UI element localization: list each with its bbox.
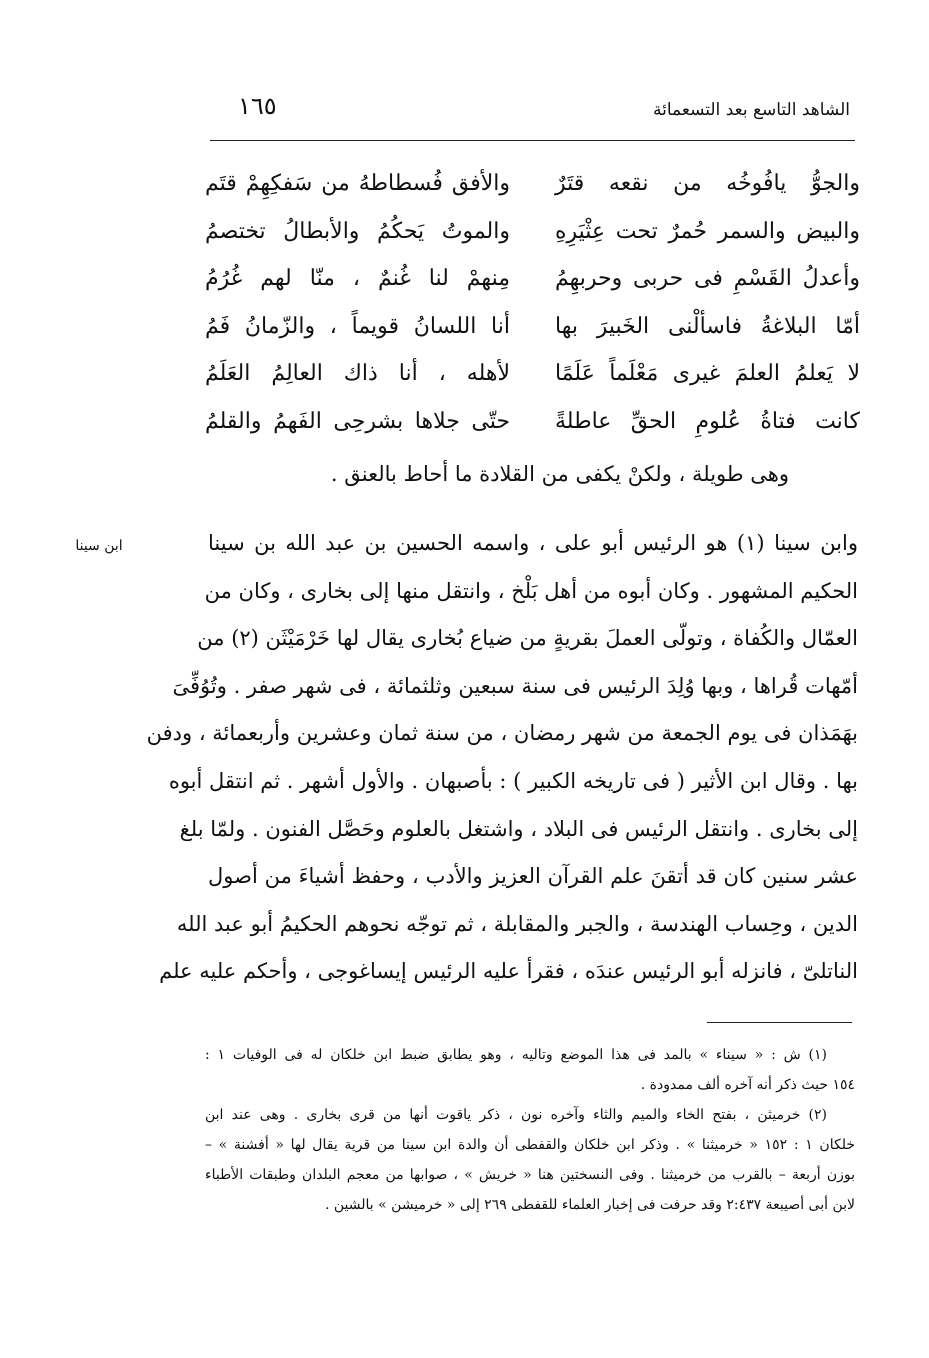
text-line: بها . وقال ابن الأثير ( فى تاريخه الكبير ) : بأصبهان . والأول أشهر . ثم انتقل أبوه: [168, 768, 858, 793]
footnote-line: بوزن أربعة – بالقرب من خرميثنا . وفى النسختين هنا « خريش » ، صوابها من معجم البلدان وطبقات الأطباء: [205, 1167, 855, 1183]
text-line: وابن سينا (١) هو الرئيس أبو على ، واسمه الحسين بن عبد الله بن سينا: [208, 531, 858, 555]
poem: [205, 160, 860, 445]
hemistich-left: والموتُ يَحكُمُ والأبطالُ تختصمُ: [205, 218, 510, 244]
footnotes: [205, 1040, 855, 1220]
poem-verse: [205, 208, 860, 256]
poem-verse: [205, 303, 860, 351]
footnote-line: لابن أبى أصيبعة ٢:٤٣٧ وقد حرفت فى إخبار العلماء للقفطى ٢٦٩ إلى « خرميشن » بالشين .: [325, 1197, 855, 1213]
hemistich-right: أمّا البلاغةُ فاسألْنى الخَبيرَ بها: [555, 313, 860, 339]
margin-note: ابن سينا: [75, 538, 123, 554]
text-line: الدين ، وحِساب الهندسة ، والجبر والمقابلة ، ثم توجّه نحوهم الحكيمُ أبو عبد الله: [176, 911, 858, 936]
hemistich-right: كانت فتاةُ عُلومِ الحقِّ عاطلةً: [555, 408, 860, 434]
text-line: إلى بخارى . وانتقل الرئيس فى البلاد ، واشتغل بالعلوم وحَصَّل الفنون . ولمّا بلغ: [179, 816, 858, 841]
header-rule: [210, 140, 855, 141]
poem-verse: [205, 350, 860, 398]
text-line: عشر سنين كان قد أتقنَ علم القرآن العزيز والأدب ، وحفظ أشياءَ من أصول: [208, 864, 858, 889]
poem-verse: [205, 160, 860, 208]
footnote-rule: [707, 1022, 852, 1023]
footnote-line: ١٥٤ حيث ذكر أنه آخره ألف ممدودة .: [640, 1077, 855, 1093]
hemistich-left: مِنهمْ لنا غُنمٌ ، منّا لهم غُرُمُ: [205, 266, 510, 292]
page-number: ١٦٥: [238, 92, 277, 120]
text-line: أمّهات قُراها ، وبها وُلِدَ الرئيس فى سنة سبعين وثلثمائة ، فى شهر صفر . وتُوُفِّىَ: [172, 673, 858, 698]
footnote-line: خلكان ١ : ١٥٢ « خرميثنا » . وذكر ابن خلكان والقفطى أن والدة ابن سينا من قرية يقال لها « أفشنة » –: [205, 1137, 855, 1153]
poem-verse: [205, 398, 860, 446]
text-line: بهَمَذان فى يوم الجمعة من شهر رمضان ، من سنة ثمان وعشرين وأربعمائة ، ودفن: [146, 721, 858, 746]
body-paragraph: [146, 520, 858, 996]
poem-verse: [205, 255, 860, 303]
hemistich-left: أنا اللسانُ قويماً ، والزّمانُ فَمُ: [205, 313, 510, 339]
hemistich-right: والجوُّ يافُوخُه من نقعه قتَرٌ: [555, 171, 860, 197]
footnote-line: (٢) خرميثن ، بفتح الخاء والميم والثاء وآخره نون ، ذكر ياقوت أنها من قرى بخارى . وهى عند ابن: [205, 1107, 827, 1123]
hemistich-right: والبيض والسمر حُمرٌ تحت عِثْيَرِهِ: [555, 218, 860, 244]
hemistich-right: وأعدلُ القَسْمِ فى حربى وحربهِمُ: [555, 266, 860, 292]
text-line: العمّال والكُفاة ، وتولّى العملَ بقريةٍ من ضياع بُخارى يقال لها خَرْمَيْثَن (٢) من: [197, 626, 858, 651]
hemistich-right: لا يَعلمُ العلمَ غيرى مَعْلَماً عَلَمًا: [555, 361, 860, 387]
hemistich-left: والأفق فُسطاطهُ من سَفكِهِمْ قتَم: [205, 171, 510, 197]
running-title: الشاهد التاسع بعد التسعمائة: [653, 100, 850, 120]
text-line: الحكيم المشهور . وكان أبوه من أهل بَلْخ ، وانتقل منها إلى بخارى ، وكان من: [204, 578, 858, 603]
page-header: [210, 92, 850, 132]
text-line: الناتلىّ ، فانزله أبو الرئيس عندَه ، فقرأ عليه الرئيس إيساغوجى ، وأحكم عليه علم: [159, 959, 858, 984]
hemistich-left: حتّى جلاها بشرحِى الفَهمُ والقلمُ: [205, 408, 510, 434]
closing-line: وهى طويلة ، ولكنْ يكفى من القلادة ما أحاط بالعنق .: [330, 462, 789, 486]
footnote-line: (١) ش : « سيناء » بالمد فى هذا الموضع وتاليه ، وهو يطابق ضبط ابن خلكان له فى الوفيات ١ :: [205, 1047, 827, 1063]
hemistich-left: لأهله ، أنا ذاك العالِمُ العَلَمُ: [205, 361, 510, 387]
